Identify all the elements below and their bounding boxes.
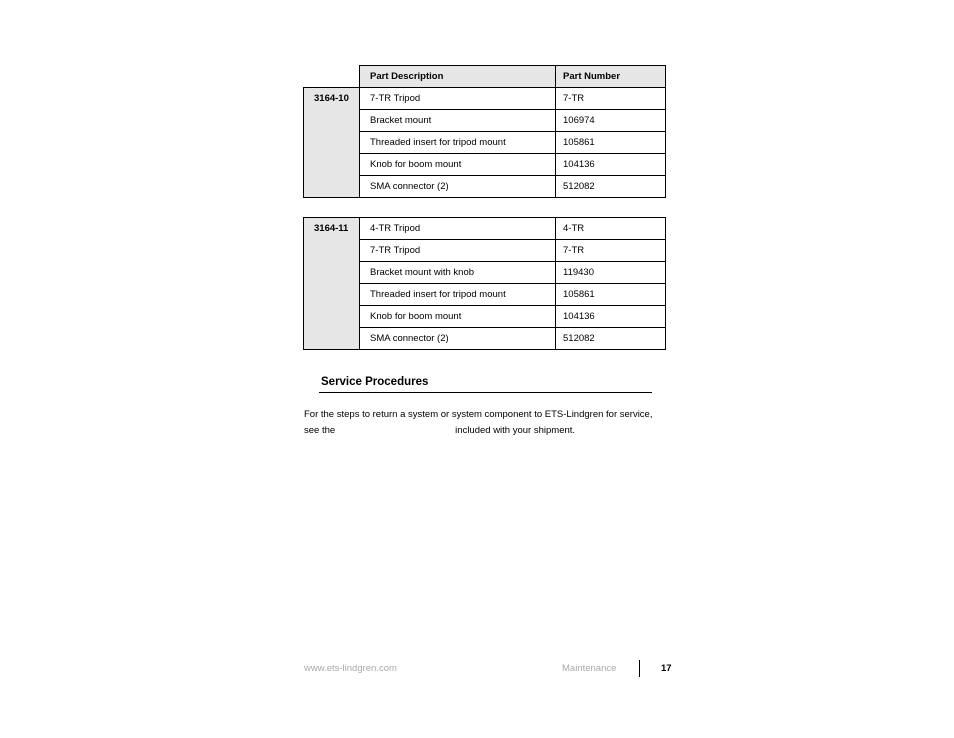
part-description: 7-TR Tripod	[360, 240, 556, 262]
service-paragraph	[304, 407, 664, 439]
paragraph-text: For the steps to return a system or system component to ETS-Lindgren for service, see the	[304, 409, 653, 436]
header-blank-cell	[304, 66, 360, 88]
part-description: SMA connector (2)	[360, 176, 556, 198]
part-description: 7-TR Tripod	[360, 88, 556, 110]
parts-table-3164-11	[303, 217, 666, 350]
part-number: 105861	[556, 284, 666, 306]
part-number: 4-TR	[556, 218, 666, 240]
paragraph-text-end: included with your shipment.	[455, 425, 576, 436]
footer-url: www.ets-lindgren.com	[304, 663, 397, 674]
model-cell: 3164-10	[304, 88, 360, 198]
table-row	[304, 88, 666, 110]
part-description: Threaded insert for tripod mount	[360, 284, 556, 306]
part-number: 512082	[556, 176, 666, 198]
part-description: Bracket mount	[360, 110, 556, 132]
table-header-row	[304, 66, 666, 88]
table-row	[304, 218, 666, 240]
part-number: 106974	[556, 110, 666, 132]
part-description: Knob for boom mount	[360, 306, 556, 328]
footer-section-name: Maintenance	[562, 663, 617, 674]
header-part-description: Part Description	[360, 66, 556, 88]
model-cell: 3164-11	[304, 218, 360, 350]
part-number: 119430	[556, 262, 666, 284]
header-part-number: Part Number	[556, 66, 666, 88]
parts-table-3164-10	[303, 65, 666, 198]
section-divider	[319, 392, 652, 393]
part-number: 105861	[556, 132, 666, 154]
part-number: 7-TR	[556, 240, 666, 262]
part-description: Threaded insert for tripod mount	[360, 132, 556, 154]
part-number: 104136	[556, 306, 666, 328]
footer-divider	[639, 660, 640, 677]
part-description: SMA connector (2)	[360, 328, 556, 350]
section-title: Service Procedures	[321, 376, 429, 388]
part-number: 7-TR	[556, 88, 666, 110]
part-description: Bracket mount with knob	[360, 262, 556, 284]
part-number: 512082	[556, 328, 666, 350]
page-number: 17	[661, 663, 672, 674]
part-number: 104136	[556, 154, 666, 176]
part-description: Knob for boom mount	[360, 154, 556, 176]
part-description: 4-TR Tripod	[360, 218, 556, 240]
